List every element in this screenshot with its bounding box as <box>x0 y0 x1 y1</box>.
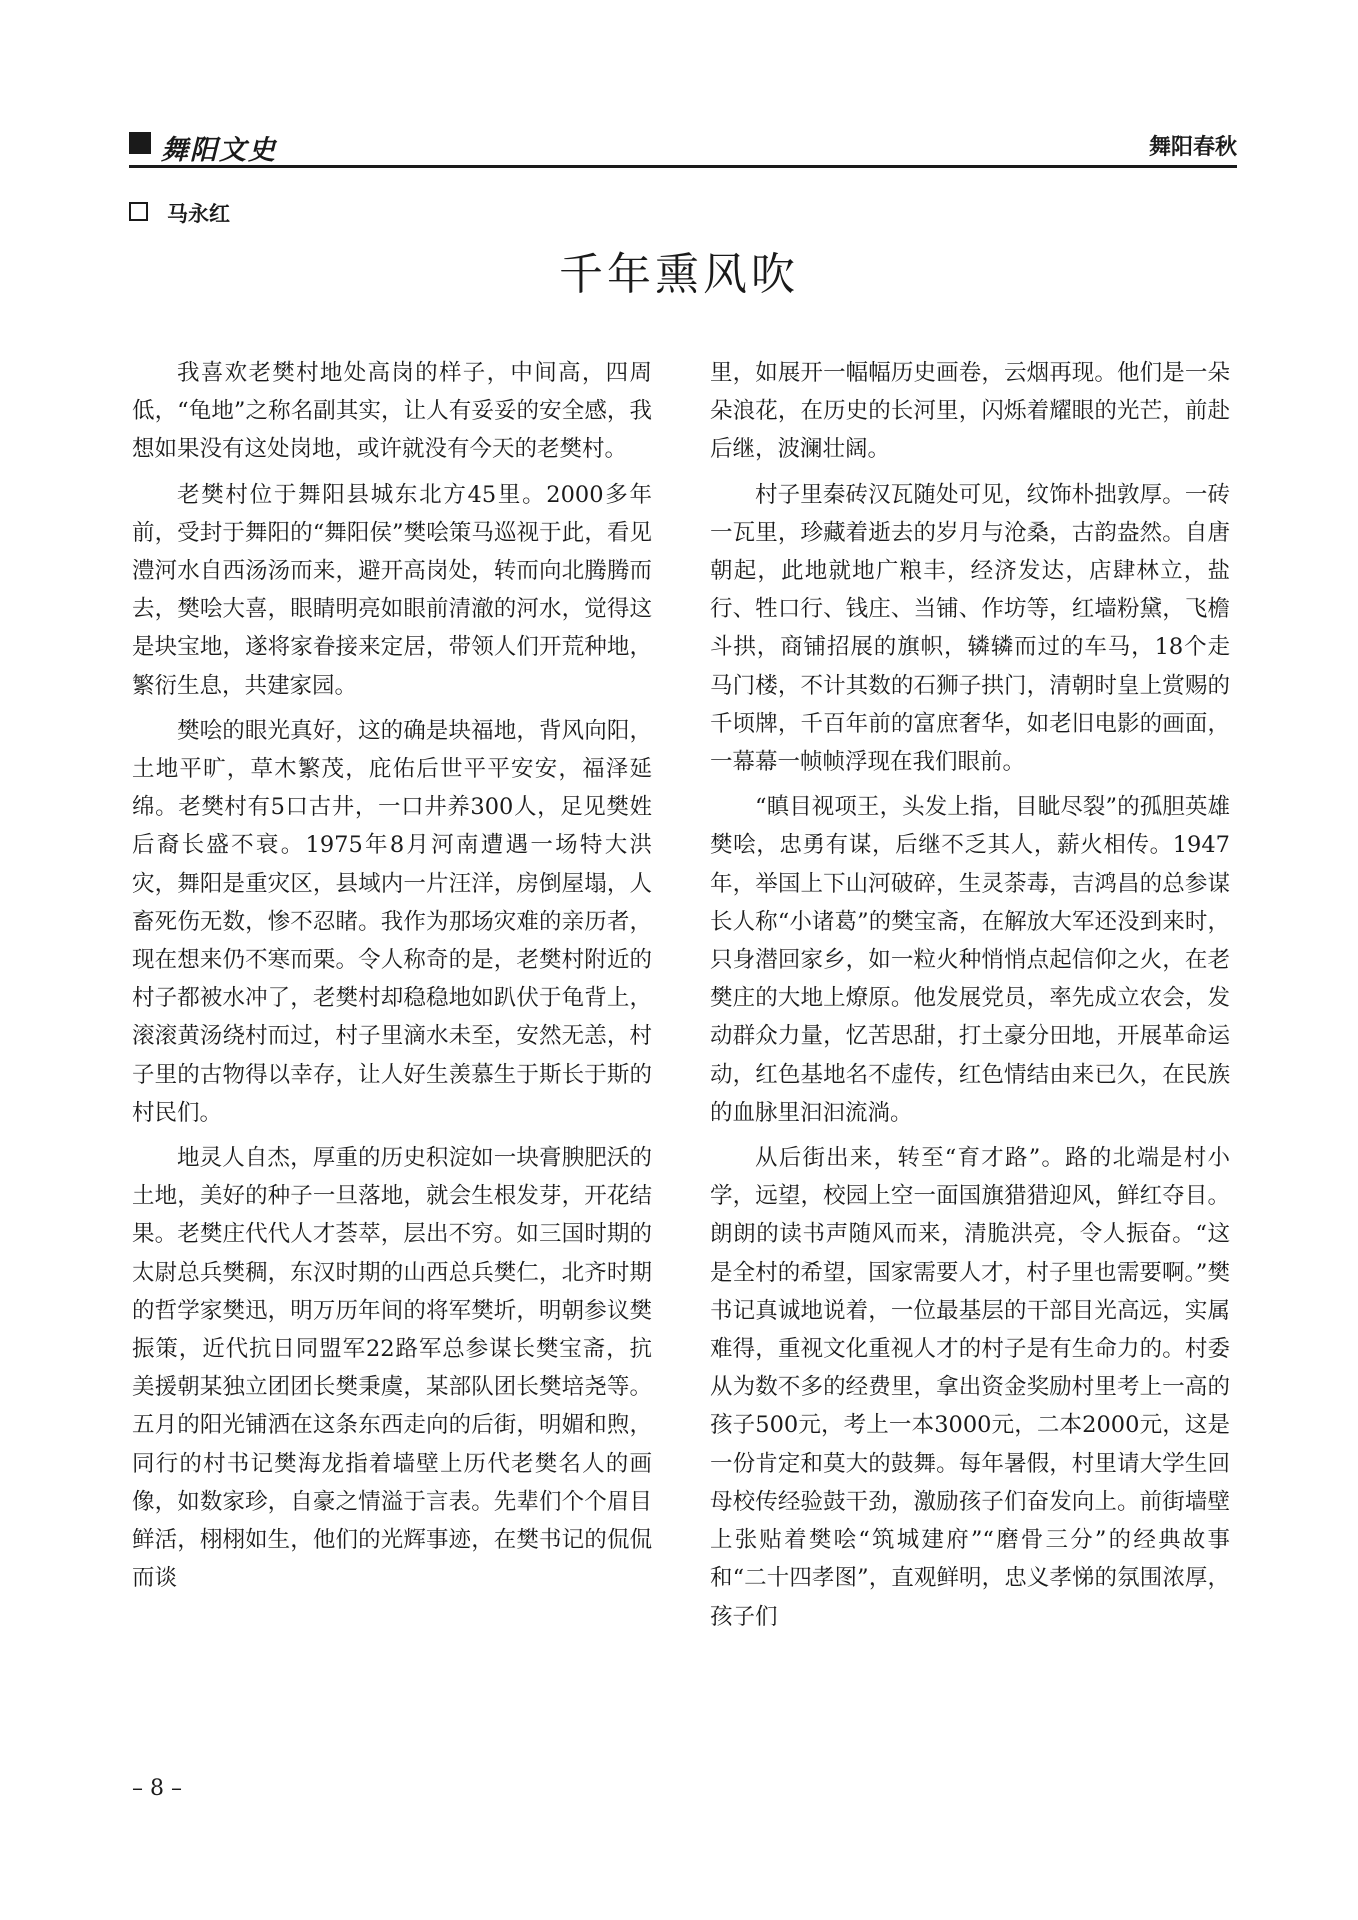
paragraph-4-start: 地灵人自杰，厚重的历史积淀如一块膏腴肥沃的土地，美好的种子一旦落地，就会生根发芽，开花结果。老樊庄代代人才荟萃，层出不穷。如三国时期的太尉总兵樊稠，东汉时期的山西总兵樊仁，北齐时期的哲学家樊迅，明万历年间的将军樊圻，明朝参议樊振策，近代抗日同盟军22路军总参谋长樊宝斋，抗美援朝某独立团团长樊秉虞，某部队团长樊培尧等。五月的阳光铺洒在这条东西走向的后街，明媚和煦，同行的村书记樊海龙指着墙壁上历代老樊名人的画像，如数家珍，自豪之情溢于言表。先辈们个个眉目鲜活，栩栩如生，他们的光辉事迹，在樊书记的侃侃而谈 <box>132 1145 652 1592</box>
header-rule <box>129 165 1237 168</box>
paragraph-5: 村子里秦砖汉瓦随处可见，纹饰朴拙敦厚。一砖一瓦里，珍藏着逝去的岁月与沧桑，古韵盎然。自唐朝起，此地就地广粮丰，经济发达，店肆林立，盐行、牲口行、钱庄、当铺、作坊等，红墙粉黛，飞檐斗拱，商铺招展的旗帜，辚辚而过的车马，18个走马门楼，不计其数的石狮子拱门，清朝时皇上赏赐的千顷牌，千百年前的富庶奢华，如老旧电影的画面，一幕幕一帧帧浮现在我们眼前。 <box>710 481 1230 776</box>
left-column <box>132 354 652 1605</box>
author-name: 马永红 <box>167 202 230 226</box>
section-marker-square <box>129 132 151 154</box>
paragraph-3: 樊哙的眼光真好，这的确是块福地，背风向阳，土地平旷，草木繁茂，庇佑后世平平安安，福泽延绵。老樊村有5口古井，一口井养300人，足见樊姓后裔长盛不衰。1975年8月河南遭遇一场特大洪灾，舞阳是重灾区，县域内一片汪洋，房倒屋塌，人畜死伤无数，惨不忍睹。我作为那场灾难的亲历者，现在想来仍不寒而栗。令人称奇的是，老樊村附近的村子都被水冲了，老樊村却稳稳地如趴伏于龟背上，滚滚黄汤绕村而过，村子里滴水未至，安然无恙，村子里的古物得以幸存，让人好生羡慕生于斯长于斯的村民们。 <box>132 717 652 1126</box>
page-header <box>129 128 1237 166</box>
column-name: 舞阳春秋 <box>1148 135 1237 160</box>
paragraph-7: 从后街出来，转至“育才路”。路的北端是村小学，远望，校园上空一面国旗猎猎迎风，鲜红夺目。朗朗的读书声随风而来，清脆洪亮，令人振奋。“这是全村的希望，国家需要人才，村子里也需要啊。”樊书记真诚地说着，一位最基层的干部目光高远，实属难得，重视文化重视人才的村子是有生命力的。村委从为数不多的经费里，拿出资金奖励村里考上一高的孩子500元，考上一本3000元，二本2000元，这是一份肯定和莫大的鼓舞。每年暑假，村里请大学生回母校传经验鼓干劲，激励孩子们奋发向上。前街墙壁上张贴着樊哙“筑城建府”“磨骨三分”的经典故事和“二十四孝图”，直观鲜明，忠义孝悌的氛围浓厚，孩子们 <box>710 1145 1230 1630</box>
paragraph-4-end: 里，如展开一幅幅历史画卷，云烟再现。他们是一朵朵浪花，在历史的长河里，闪烁着耀眼的光芒，前赴后继，波澜壮阔。 <box>710 360 1230 463</box>
paragraph-6: “瞋目视项王，头发上指，目眦尽裂”的孤胆英雄樊哙，忠勇有谋，后继不乏其人，薪火相传。1947年，举国上下山河破碎，生灵荼毒，吉鸿昌的总参谋长人称“小诸葛”的樊宝斋，在解放大军还没到来时，只身潜回家乡，如一粒火种悄悄点起信仰之火，在老樊庄的大地上燎原。他发展党员，率先成立农会，发动群众力量，忆苦思甜，打土豪分田地，开展革命运动，红色基地名不虚传，红色情结由来已久，在民族的血脉里汩汩流淌。 <box>710 794 1230 1126</box>
paragraph-1: 我喜欢老樊村地处高岗的样子，中间高，四周低，“龟地”之称名副其实，让人有妥妥的安全感，我想如果没有这处岗地，或许就没有今天的老樊村。 <box>132 360 652 463</box>
paragraph-2: 老樊村位于舞阳县城东北方45里。2000多年前，受封于舞阳的“舞阳侯”樊哙策马巡视于此，看见澧河水自西汤汤而来，避开高岗处，转而向北腾腾而去，樊哙大喜，眼睛明亮如眼前清澈的河水，觉得这是块宝地，遂将家眷接来定居，带领人们开荒种地，繁衍生息，共建家园。 <box>132 481 652 699</box>
section-title: 舞阳文史 <box>161 135 277 166</box>
article-title: 千年熏风吹 <box>559 249 799 300</box>
right-column <box>710 354 1230 1643</box>
page-number: – 8 – <box>132 1776 182 1801</box>
byline-box-icon <box>129 202 148 221</box>
